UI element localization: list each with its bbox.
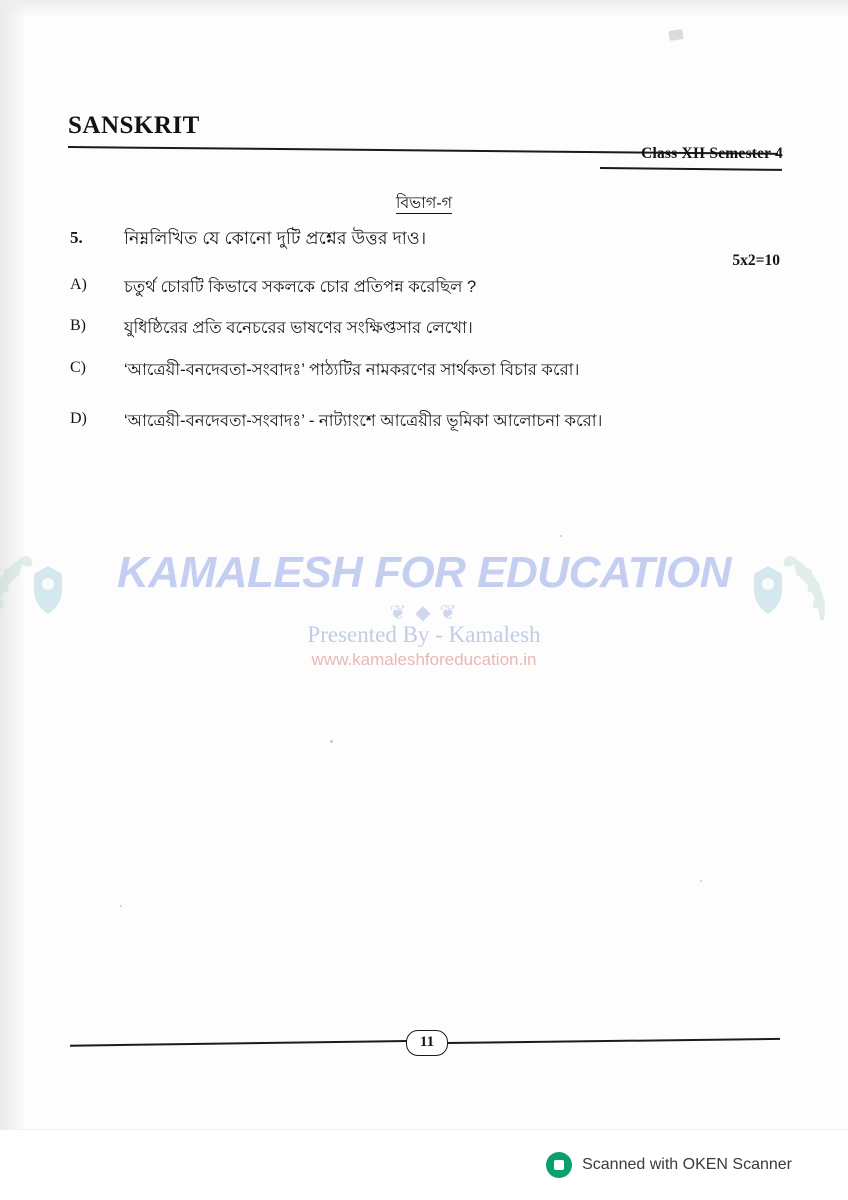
scan-edge-shadow-top bbox=[0, 0, 848, 18]
option-label: A) bbox=[70, 276, 87, 293]
option-label: B) bbox=[70, 317, 86, 334]
option-label: C) bbox=[70, 359, 86, 376]
scanner-label: Scanned with OKEN Scanner bbox=[582, 1156, 792, 1173]
section-heading bbox=[0, 190, 848, 217]
option-text: ‘আত্রেয়ী-বনদেবতা-সংবাদঃ’ পাঠ্যটির নামকরণের সার্থকতা বিচার করো। bbox=[124, 361, 580, 379]
question-number: 5. bbox=[70, 228, 83, 247]
scanner-branding bbox=[546, 1152, 792, 1178]
list-item bbox=[70, 317, 790, 339]
watermark-presented-by: Presented By - Kamalesh bbox=[307, 622, 541, 647]
option-label: D) bbox=[70, 410, 87, 427]
list-item bbox=[70, 276, 790, 298]
page-title: SANSKRIT bbox=[68, 112, 200, 139]
oken-scanner-logo-icon bbox=[546, 1152, 572, 1178]
scan-speck bbox=[700, 880, 702, 882]
page-number: 11 bbox=[406, 1030, 448, 1056]
section-heading-text: বিভাগ-গ bbox=[395, 195, 453, 212]
option-text: যুধিষ্ঠিরের প্রতি বনেচরের ভাষণের সংক্ষিপ্তসার লেখো। bbox=[124, 319, 473, 337]
scan-speck bbox=[120, 905, 122, 907]
scan-speck bbox=[560, 535, 562, 537]
scan-speck bbox=[330, 740, 333, 743]
scan-artifact-mark bbox=[668, 29, 683, 41]
option-text: চতুর্থ চোরটি কিভাবে সকলকে চোর প্রতিপন্ন করেছিল ? bbox=[124, 278, 477, 296]
footer-divider-left bbox=[70, 1040, 408, 1047]
question-marks: 5x2=10 bbox=[732, 252, 780, 269]
watermark-url: www.kamaleshforeducation.in bbox=[311, 650, 537, 669]
footer-divider-right bbox=[446, 1038, 780, 1044]
watermark-divider: ❦ ◆ ❦ bbox=[389, 602, 459, 624]
option-text: ‘আত্রেয়ী-বনদেবতা-সংবাদঃ’ - নাট্যাংশে আত্রেয়ীর ভূমিকা আলোচনা করো। bbox=[124, 412, 603, 430]
list-item bbox=[70, 410, 790, 432]
class-info-label: Class XII Semester 4 bbox=[641, 145, 783, 162]
question-stem: নিম্নলিখিত যে কোনো দুটি প্রশ্নের উত্তর দাও। bbox=[124, 228, 427, 248]
watermark-main: KAMALESH FOR EDUCATION bbox=[117, 548, 731, 597]
scanner-footer bbox=[0, 1129, 848, 1200]
list-item bbox=[70, 359, 790, 381]
